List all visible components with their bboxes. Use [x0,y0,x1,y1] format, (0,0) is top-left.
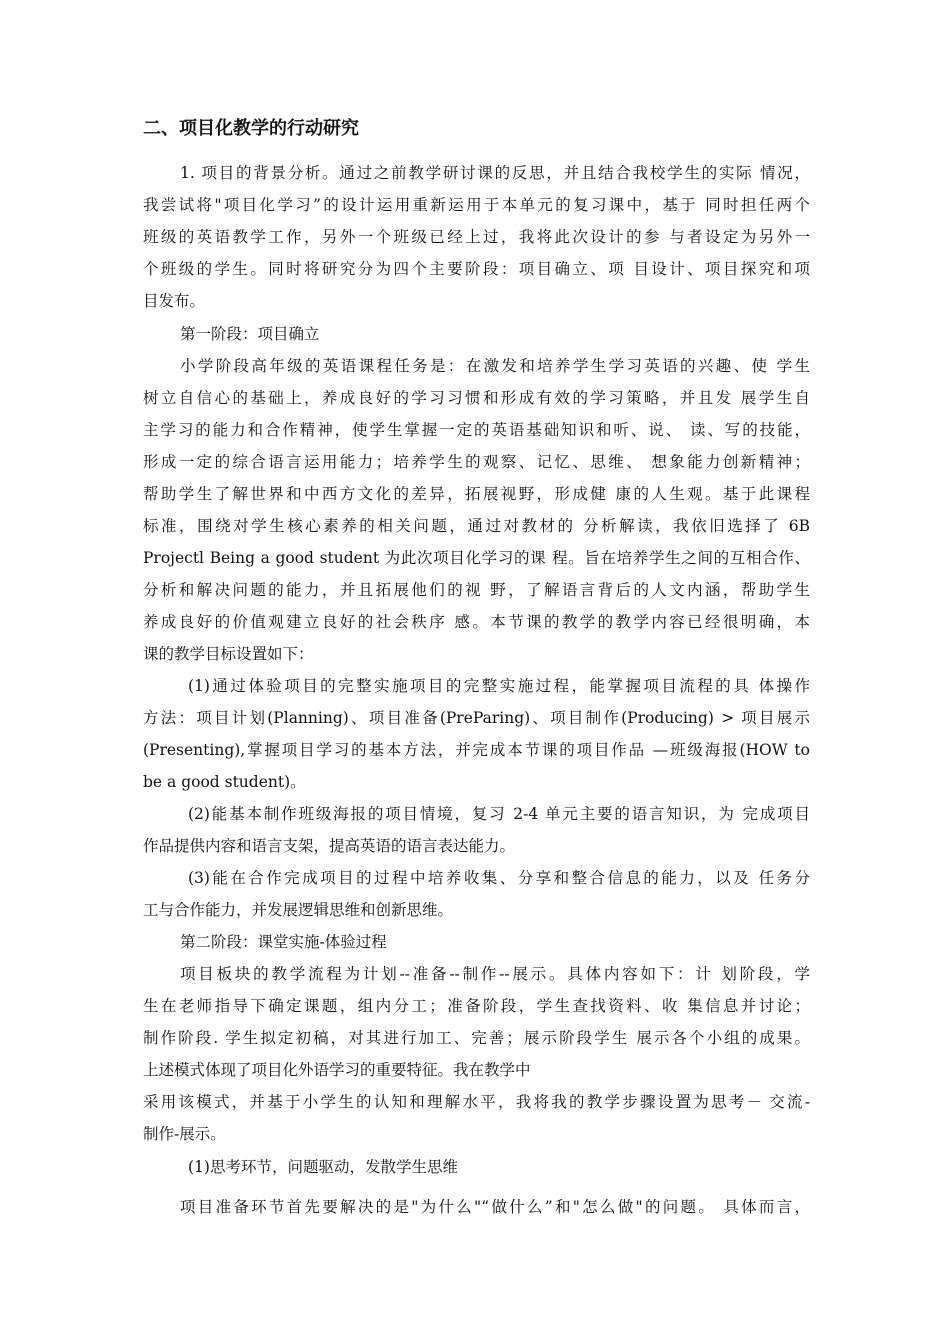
objective-line: (1)通过体验项目的完整实施项目的完整实施过程，能掌握项目流程的具 体操作 [188,677,810,695]
paragraph-line: 1. 项目的背景分析。通过之前教学研讨课的反思，并且结合我校学生的实际 情况， [180,164,810,182]
objective-line: 方法：项目计划(Planning)、项目准备(PreParing)、项目制作(Producing) > 项目展示 [143,709,810,727]
objective-line: (2)能基本制作班级海报的项目情境，复习 2-4 单元主要的语言知识，为 完成项目 [188,805,810,823]
paragraph-line: 上述模式体现了项目化外语学习的重要特征。我在教学中 [143,1061,531,1079]
paragraph-line: 课的教学目标设置如下： [143,645,314,663]
paragraph-line: 生在老师指导下确定课题，组内分工；准备阶段，学生查找资料、收 集信息并讨论； [143,997,810,1015]
objective-line: (Presenting),掌握项目学习的基本方法，并完成本节课的项目作品 —班级海报(HOW to [143,741,810,759]
stage-title: 第一阶段：项目确立 [180,325,320,343]
paragraph-line: 班级的英语教学工作，另外一个班级已经上过，我将此次设计的参 与者设定为另外一 [143,228,810,246]
objective-line: be a good student)。 [143,773,306,791]
paragraph-line: 小学阶段高年级的英语课程任务是：在激发和培养学生学习英语的兴趣、使 学生 [180,357,810,375]
paragraph-line: Projectl Being a good student 为此次项目化学习的课 程。旨在培养学生之间的互相合作、 [143,549,810,567]
paragraph-line: 形成一定的综合语言运用能力；培养学生的观察、记忆、思维、 想象能力创新精神； [143,453,810,471]
objective-line: 作品提供内容和语言支架，提高英语的语言表达能力。 [143,837,516,855]
paragraph-line: 项目准备环节首先要解决的是"为什么"“做什么”和"怎么做"的问题。 具体而言， [180,1198,810,1216]
stage-title: 第二阶段：课堂实施-体验过程 [180,933,387,951]
paragraph-line: 我尝试将"项目化学习”的设计运用重新运用于本单元的复习课中，基于 同时担任两个 [143,196,810,214]
paragraph-line: 养成良好的价值观建立良好的社会秩序 感。本节课的教学的教学内容已经很明确，本 [143,613,810,631]
paragraph-line: 主学习的能力和合作精神，使学生掌握一定的英语基础知识和听、说、 读、写的技能， [143,421,810,439]
paragraph-line: 帮助学生了解世界和中西方文化的差异，拓展视野，形成健 康的人生观。基于此课程 [143,485,810,503]
paragraph-line: 目发布。 [143,292,206,310]
paragraph-line: 制作-展示。 [143,1125,226,1143]
paragraph-line: 分析和解决问题的能力，并且拓展他们的视 野，了解语言背后的人文内涵，帮助学生 [143,581,810,599]
objective-line: (3)能在合作完成项目的过程中培养收集、分享和整合信息的能力，以及 任务分 [188,869,810,887]
paragraph-line: 采用该模式，并基于小学生的认知和理解水平，我将我的教学步骤设置为思考－ 交流- [143,1093,810,1111]
step-title: (1)思考环节，问题驱动，发散学生思维 [188,1158,458,1176]
section-heading: 二、项目化教学的行动研究 [143,118,359,139]
objective-line: 工与合作能力，并发展逻辑思维和创新思维。 [143,901,454,919]
paragraph-line: 标准，围绕对学生核心素养的相关问题，通过对教材的 分析解读，我依旧选择了 6B [143,517,810,535]
paragraph-line: 制作阶段. 学生拟定初稿，对其进行加工、完善；展示阶段学生 展示各个小组的成果。 [143,1029,810,1047]
paragraph-line: 项目板块的教学流程为计划--准备--制作--展示。具体内容如下：计 划阶段，学 [180,965,810,983]
paragraph-line: 个班级的学生。同时将研究分为四个主要阶段：项目确立、项 目设计、项目探究和项 [143,260,810,278]
paragraph-line: 树立自信心的基础上，养成良好的学习习惯和形成有效的学习策略，并且发 展学生自 [143,389,810,407]
